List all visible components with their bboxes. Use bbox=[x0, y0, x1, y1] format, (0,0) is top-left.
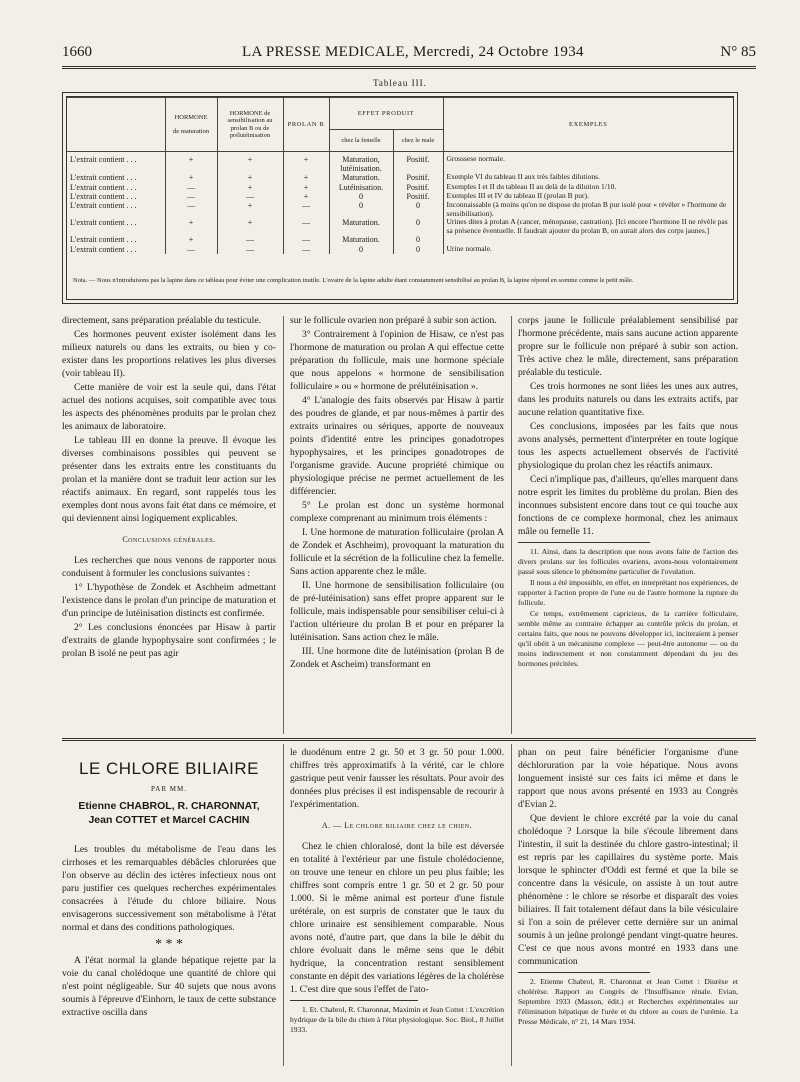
paragraph: A l'état normal la glande hépatique rejette par la voie du canal cholédoque une quantité de chlore qui n'est point négligeable. Sur 40 sujets que nous avons soumis à l'épreuve d'Einhorn, le taux de cette substance extractive oscilla dans bbox=[62, 955, 276, 1018]
th-hormone bbox=[165, 98, 217, 152]
table-cell-h2: — bbox=[217, 192, 283, 201]
upper-column-3 bbox=[518, 314, 738, 670]
header-rule bbox=[62, 66, 756, 69]
table-cell-male: 0 bbox=[393, 218, 443, 235]
paragraph: Ces hormones peuvent exister isolément dans les milieux naturels ou dans les extraits, ou bien y co-exister dans les proportions relatives les plus diverses (voir tableau II). bbox=[62, 329, 276, 379]
table-cell-h2: + bbox=[217, 201, 283, 218]
footnote: 1. Et. Chabrol, R. Charonnat, Maximin et Jean Cottet : L'excrétion hydrique de la bile du chien à l'état physiologique. Soc. Biol., 8 Juillet 1933. bbox=[290, 1005, 504, 1034]
table-cell-h1: — bbox=[165, 183, 217, 192]
table-cell-pb: — bbox=[283, 235, 329, 244]
column-divider bbox=[283, 744, 284, 1066]
table-cell-male: Positif. bbox=[393, 152, 443, 174]
paragraph: 5° Le prolan est donc un système hormonal complexe comprenant au minimum trois éléments : bbox=[290, 500, 504, 524]
table-cell-fem: Maturation. bbox=[329, 173, 393, 182]
table-cell-ex: Urine normale. bbox=[443, 245, 733, 254]
table-cell-h1: — bbox=[165, 192, 217, 201]
table-cell-male: Positif. bbox=[393, 173, 443, 182]
table-cell-label: L'extrait contient . . . bbox=[67, 201, 165, 218]
table-row bbox=[67, 201, 733, 218]
section-heading: A. — Le chlore biliaire chez le chien. bbox=[321, 821, 473, 830]
paragraph: directement, sans préparation préalable du testicule. bbox=[62, 315, 261, 326]
table-iii bbox=[67, 97, 733, 254]
section-break-stars: * * * bbox=[155, 937, 183, 952]
table-cell-ex: Urines dites à prolan A (cancer, ménopause, castration). [Ici encore l'hormone II ne révèle pas sa présence éventuelle. Il faudrait ajouter du prolan B, on aurait alors des corps jaunes.] bbox=[443, 218, 733, 235]
column-divider bbox=[511, 744, 512, 1066]
table-cell-fem: 0 bbox=[329, 192, 393, 201]
paragraph: 4° L'analogie des faits observés par Hisaw à partir des poudres de glande, et par nous-mêmes à partir des extraits urinaires ou sériques, apporte de nouveaux points d'identité entre les principes gonadotropes hypophysaires, et les principes gonadotropes de l'organisme gravide. Aucune propriété chimique ou physiologique précise ne permet actuellement de les différencier. bbox=[290, 395, 504, 497]
table-cell-label: L'extrait contient . . . bbox=[67, 173, 165, 182]
table-cell-label: L'extrait contient . . . bbox=[67, 183, 165, 192]
table-cell-label: L'extrait contient . . . bbox=[67, 235, 165, 244]
th-hormone-sub: de maturation bbox=[173, 127, 209, 135]
table-cell-male: 0 bbox=[393, 235, 443, 244]
paragraph: Ceci n'implique pas, d'ailleurs, qu'elles marquent dans notre esprit les limites du problème du prolan. Bien des inconnues subsistent encore dans tout ce qui touche aux fonctions de ce complexe hormonal, chez les animaux mâle ou femelle 11. bbox=[518, 474, 738, 537]
upper-column-2 bbox=[290, 314, 504, 672]
column-divider bbox=[283, 316, 284, 734]
footnote-rule bbox=[290, 1000, 418, 1001]
table-iii-frame bbox=[62, 92, 738, 304]
footnote: 2. Etienne Chabrol, R. Charonnat et Jean Cottet : Diurèse et cholérèse. Rapport au Congrès de l'Insuffisance rénale. Evian, Septembre 1933 (Masson, édit.) et Recherches expérimentales sur l'élimination hépatique de l'urée et du chlore au cours de l'urémie. La Presse Médicale, n° 21, 14 Mars 1934. bbox=[518, 977, 738, 1026]
footnote: Il nous a été impossible, en effet, en interprétant nos expériences, de rapporter à l'action propre de l'une ou de l'autre hormone la rupture du follicule. bbox=[518, 578, 738, 607]
th-hormone-label: HORMONE bbox=[174, 114, 208, 122]
table-cell-male: 0 bbox=[393, 201, 443, 218]
table-caption: Tableau III. bbox=[373, 78, 427, 88]
article-column-3 bbox=[518, 746, 738, 1028]
article-title: LE CHLORE BILIAIRE bbox=[78, 759, 259, 778]
table-cell-pb: — bbox=[283, 201, 329, 218]
table-cell-pb: + bbox=[283, 152, 329, 174]
th-hormone-sensibilisation: HORMONE de sensibilisation au prolan B ou de prélutéinisation bbox=[217, 98, 283, 152]
paragraph: Les troubles du métabolisme de l'eau dans les cirrhoses et les remarquables débâcles chlorurées que l'on observe au déclin des ictères infectieux nous ont paru justifier ces quelques recherches expérimentales consacrées à l'étude du chlore biliaire. Nous envisagerons successivement son métabolisme à l'état normal et dans des conditions pathologiques. bbox=[62, 844, 276, 933]
table-cell-h2: + bbox=[217, 173, 283, 182]
paragraph: 1° L'hypothèse de Zondek et Aschheim admettant l'existence dans le prolan d'un principe de maturation et d'un principe de lutéinisation distincts est confirmée. bbox=[62, 582, 276, 619]
paragraph: Ces conclusions, imposées par les faits que nous avons analysés, permettent d'interpréter en toute logique tous les aspects actuellement observés de l'activité physiologique du prolan chez les réactifs animaux. bbox=[518, 421, 738, 471]
paragraph: 2° Les conclusions énoncées par Hisaw à partir d'extraits de glande hypophysaire sont confirmées ; le prolan B isolé ne peut pas agir bbox=[62, 622, 276, 659]
table-row bbox=[67, 235, 733, 244]
paragraph: Cette manière de voir est la seule qui, dans l'état actuel des notions acquises, soit compatible avec tous les aspects des phénomènes produits par le prolan chez les animaux de laboratoire. bbox=[62, 382, 276, 432]
table-row bbox=[67, 152, 733, 174]
table-cell-ex: Exemple VI du tableau II aux très faibles dilutions. bbox=[443, 173, 733, 182]
paragraph: Le tableau III en donne la preuve. Il évoque les diverses combinaisons possibles qui peuvent se présenter dans les extraits entre les constituants du prolan et la manière dont se traduit leur action sur les réactifs animaux. En regard, sont rappelés tous les exemples dont nous avons fait état dans ce mémoire, et qui deviennent ainsi logiquement explicables. bbox=[62, 435, 276, 524]
table-row bbox=[67, 218, 733, 235]
paragraph: corps jaune le follicule préalablement sensibilisé par l'hormone précédente, mais sans aucune action apparente propre sur le follicule non préparé à subir son action. Très active chez le mâle, directement, sans préparation préalable du testicule. bbox=[518, 315, 738, 378]
footnote: 11. Ainsi, dans la description que nous avons faite de l'action des divers prolans sur les follicules ovariens, avons-nous volontairement passé sous silence le phénomène particulier de l'ovulation. bbox=[518, 547, 738, 576]
table-cell-label: L'extrait contient . . . bbox=[67, 152, 165, 174]
page-header bbox=[62, 44, 756, 64]
article-column-2 bbox=[290, 746, 504, 1036]
column-divider bbox=[511, 316, 512, 734]
article-authors bbox=[62, 799, 276, 827]
table-note: Nota. — Nous n'introduisons pas la lapine dans ce tableau pour éviter une complication inutile. L'ovaire de la lapine adulte étant constamment sensibilisé au prolan B, la lapine répond en somme comme le petit mâle. bbox=[73, 277, 634, 284]
article-byline-par: PAR MM. bbox=[151, 785, 187, 793]
table-cell-h2: + bbox=[217, 183, 283, 192]
paragraph: 3° Contrairement à l'opinion de Hisaw, ce n'est pas l'hormone de maturation ou prolan A qui effectue cette préparation du follicule, mais une hormone spéciale que nous appelons « hormone de sensibilisation folliculaire » ou « hormone de prélutéinisation ». bbox=[290, 329, 504, 392]
table-cell-male: Positif. bbox=[393, 183, 443, 192]
table-cell-pb: + bbox=[283, 173, 329, 182]
table-cell-ex: Inconnaissable (à moins qu'on ne dispose du prolan B pur isolé pour « révéler » l'hormone de sensibilisation). bbox=[443, 201, 733, 218]
paragraph: III. Une hormone dite de lutéinisation (prolan B de Zondek et Ascheim) transformant en bbox=[290, 646, 504, 670]
table-cell-h1: + bbox=[165, 173, 217, 182]
paragraph: sur le follicule ovarien non préparé à subir son action. bbox=[290, 315, 497, 326]
upper-column-1 bbox=[62, 314, 276, 661]
table-cell-pb: + bbox=[283, 192, 329, 201]
th-femelle: chez la femelle bbox=[329, 130, 393, 152]
paragraph: Ces trois hormones ne sont liées les unes aux autres, dans les produits naturels ou dans les extraits actifs, par aucune relation quantitative fixe. bbox=[518, 381, 738, 418]
table-cell-pb: — bbox=[283, 218, 329, 235]
table-cell-h1: + bbox=[165, 152, 217, 174]
th-prolan-b: PROLAN B bbox=[283, 98, 329, 152]
table-cell-h1: — bbox=[165, 245, 217, 254]
table-cell-fem: 0 bbox=[329, 245, 393, 254]
paragraph: I. Une hormone de maturation folliculaire (prolan A de Zondek et Aschheim), provoquant la maturation du follicule et la sécrétion de la folliculine chez la femelle. Sans action apparente chez le mâle. bbox=[290, 527, 504, 577]
footnote: Ce temps, extrêmement capricieux, de la carrière folliculaire, semble même au contraire échapper au contrôle précis du prolan, et certains faits, que nous ne pouvons développer ici, inciteraient à penser qu'il obéit à un mécanisme complexe — peut-être autonome — ou du moins indirectement et non constamment dépendant du jeu des hormones précitées. bbox=[518, 609, 738, 668]
table-cell-male: Positif. bbox=[393, 192, 443, 201]
table-cell-fem: Maturation. bbox=[329, 235, 393, 244]
authors-line-2: Jean COTTET et Marcel CACHIN bbox=[88, 814, 250, 826]
article-column-1 bbox=[62, 740, 276, 1020]
table-cell-fem: 0 bbox=[329, 201, 393, 218]
paragraph: le duodénum entre 2 gr. 50 et 3 gr. 50 pour 1.000. chiffres très approximatifs à la vérité, car le chlore gastrique peut venir fausser les résultats. Pour avoir des données plus précises il est indispensable de recourir à l'expérimentation. bbox=[290, 747, 504, 810]
table-cell-fem: Maturation. bbox=[329, 218, 393, 235]
paragraph: phan on peut faire bénéficier l'organisme d'une déchloruration par la voie hépatique. Nous avons longuement insisté sur ces faits ici même et dans le rapport que nous avons présenté en 1933 au Congrès d'Evian 2. bbox=[518, 747, 738, 810]
table-cell-ex: Exemples I et II du tableau II au delà de la dilution 1/10. bbox=[443, 183, 733, 192]
th-blank bbox=[67, 98, 165, 152]
table-cell-h1: + bbox=[165, 218, 217, 235]
section-heading: Conclusions générales. bbox=[122, 535, 216, 544]
table-cell-male: 0 bbox=[393, 245, 443, 254]
th-male: chez le male bbox=[393, 130, 443, 152]
table-cell-ex: Exemples III et IV du tableau II (prolan B pur). bbox=[443, 192, 733, 201]
table-cell-h2: — bbox=[217, 235, 283, 244]
table-cell-h2: + bbox=[217, 218, 283, 235]
paragraph: Chez le chien chloralosé, dont la bile est déversée en totalité à l'extérieur par une fistule cholédocienne, on trouve une teneur en chlore un peu plus faible; les chiffres sont compris entre 1 gr. 50 et 2 gr. 50 pour 1.000. Si le même animal est porteur d'une fistule urétérale, on est surpris de constater que le taux du chlore urinaire est sensiblement comparable. Nous avons noté, d'autre part, que dans la bile le débit du chlore évoluait dans le même sens que le débit hydrique, la concentration restant sensiblement constante en dépit des variations légères de la cholérèse 1. C'est dire que sous l'effet de l'ato- bbox=[290, 841, 504, 995]
table-cell-pb: — bbox=[283, 245, 329, 254]
authors-line-1: Etienne CHABROL, R. CHARONNAT, bbox=[78, 800, 260, 812]
footnote-rule bbox=[518, 542, 650, 543]
table-cell-h1: — bbox=[165, 201, 217, 218]
th-exemples: EXEMPLES bbox=[443, 98, 733, 152]
table-cell-h2: — bbox=[217, 245, 283, 254]
table-cell-h2: + bbox=[217, 152, 283, 174]
th-effet: EFFET PRODUIT bbox=[329, 98, 443, 130]
table-cell-h1: + bbox=[165, 235, 217, 244]
paragraph: II. Une hormone de sensibilisation folliculaire (ou de pré-lutéinisation) sans effet propre apparent sur le follicule, mais indispensable pour sensibiliser celui-ci à l'action ultérieure du prolan B et pour en préparer la lutéinisation. Sans action chez le mâle. bbox=[290, 580, 504, 643]
page-number: 1660 bbox=[62, 44, 92, 60]
table-cell-fem: Maturation, lutéinisation. bbox=[329, 152, 393, 174]
table-cell-label: L'extrait contient . . . bbox=[67, 218, 165, 235]
table-row bbox=[67, 245, 733, 254]
table-cell-pb: + bbox=[283, 183, 329, 192]
table-cell-ex: Grosssese normale. bbox=[443, 152, 733, 174]
table-cell-label: L'extrait contient . . . bbox=[67, 245, 165, 254]
table-cell-fem: Lutéinisation. bbox=[329, 183, 393, 192]
journal-title: LA PRESSE MEDICALE, Mercredi, 24 Octobre 1934 bbox=[242, 44, 584, 60]
table-row bbox=[67, 183, 733, 192]
issue-number: N° 85 bbox=[720, 44, 756, 60]
paragraph: Que devient le chlore excrété par la voie du canal cholédoque ? Lorsque la bile s'écoule librement dans l'intestin, il suit la destinée du chlore gastro-intestinal; il est repris par les capillaires du système porte. Mais lorsque le sphincter d'Oddi est fermé et que la bile se concentre dans la vésicule, on assiste à un tout autre phénomène : le chlore se résorbe et disparaît des voies biliaires. Il fait totalement défaut dans la bile vésiculaire si l'on a soin de prélever cette dernière sur un animal soumis à un jeûne prolongé pendant vingt-quatre heures. C'est ce que nous avons montré en 1933 dans une communication bbox=[518, 813, 738, 967]
paragraph: Les recherches que nous venons de rapporter nous conduisent à formuler les conclusions suivantes : bbox=[62, 555, 276, 579]
table-cell-label: L'extrait contient . . . bbox=[67, 192, 165, 201]
footnote-rule bbox=[518, 972, 650, 973]
table-row bbox=[67, 173, 733, 182]
